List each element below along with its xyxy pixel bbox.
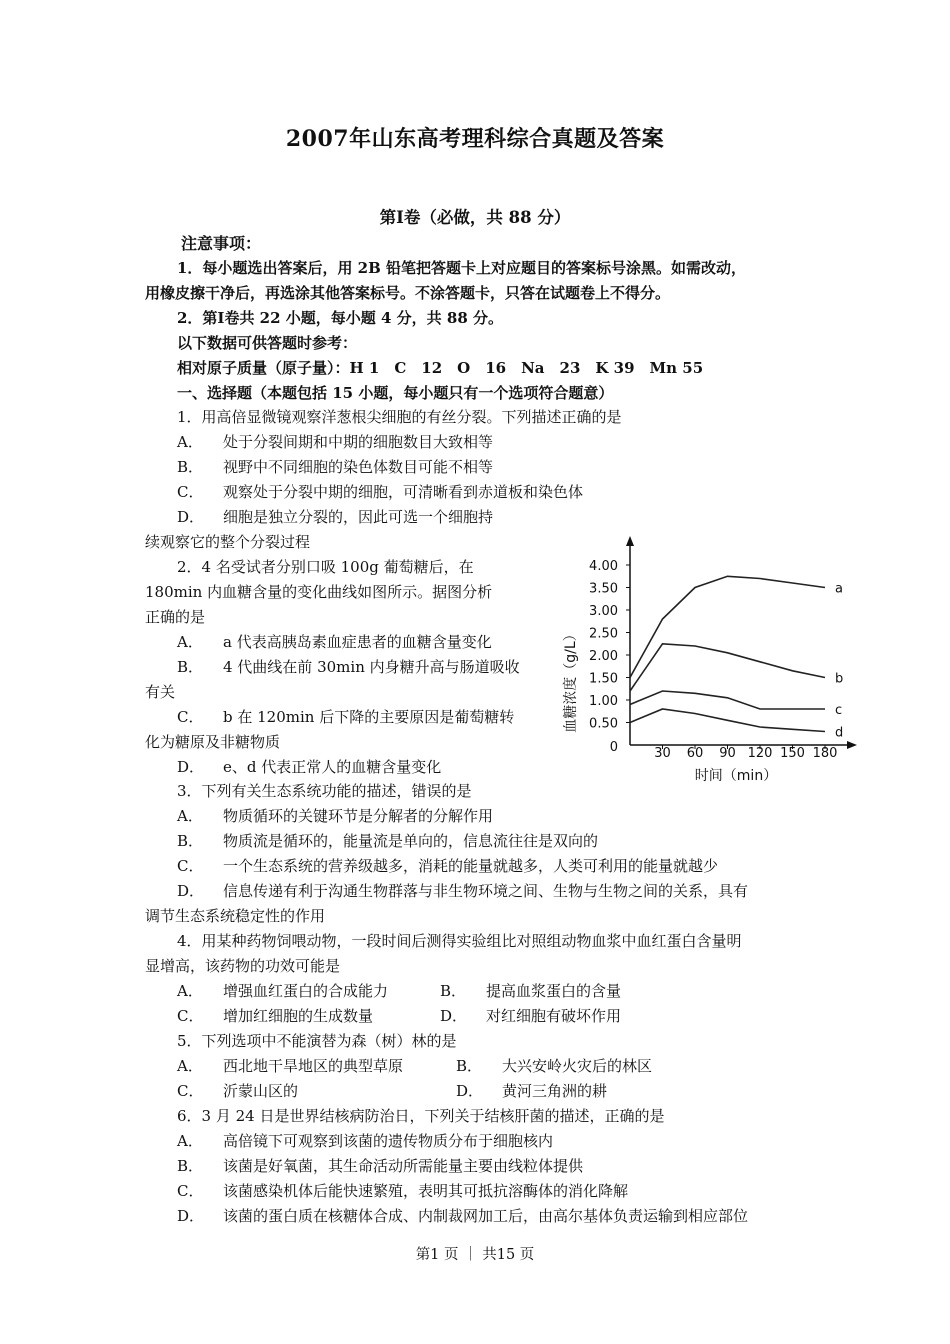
option-label: D． [177, 508, 205, 526]
option-text: 黄河三角洲的耕 [502, 1082, 608, 1100]
q2-stem-3: 正确的是 [145, 608, 206, 626]
q2-option-d [177, 757, 441, 777]
option-label: B． [456, 1057, 483, 1075]
q2-option-c-cont: 化为糖原及非糖物质 [145, 733, 281, 751]
q6-stem: 6．3 月 24 日是世界结核病防治日，下列关于结核肝菌的描述，正确的是 [177, 1107, 665, 1125]
option-label: B． [440, 982, 467, 1000]
y-tick-label: 3.00 [589, 604, 618, 619]
option-text: 物质循环的关键环节是分解者的分解作用 [223, 807, 494, 825]
q1-option-c [177, 482, 583, 502]
option-text: 4 代曲线在前 30min 内身糖升高与肠道吸收 [223, 658, 520, 676]
q3-option-a [177, 806, 493, 826]
q1-option-d-cont: 续观察它的整个分裂过程 [145, 533, 311, 551]
chart-axes [626, 536, 857, 749]
q6-option-a [177, 1131, 553, 1151]
x-axis-label: 时间（min） [694, 768, 778, 784]
q4-stem-1: 4．用某种药物饲喂动物，一段时间后测得实验组比对照组动物血浆中血红蛋白含量明 [177, 932, 742, 950]
option-text: 提高血浆蛋白的含量 [486, 982, 622, 1000]
option-text: 增强血红蛋白的合成能力 [223, 982, 389, 1000]
q2-option-a [177, 632, 492, 652]
x-tick-label: 60 [686, 746, 704, 761]
q3-option-d [177, 881, 748, 901]
q1-option-a [177, 432, 493, 452]
q2-option-b-cont: 有关 [145, 683, 176, 701]
series-line-b [630, 644, 825, 691]
y-tick-label: 1.00 [589, 694, 618, 709]
notice-reference: 以下数据可供答题时参考： [177, 334, 358, 352]
notice-item-1a: 1．每小题选出答案后，用 2B 铅笔把答题卡上对应题目的答案标号涂黑。如需改动， [177, 259, 747, 277]
y-tick-label: 2.50 [589, 626, 618, 642]
option-label: C． [177, 1007, 204, 1025]
option-label: C． [177, 1182, 204, 1200]
q1-stem: 1．用高倍显微镜观察洋葱根尖细胞的有丝分裂。下列描述正确的是 [177, 408, 622, 426]
y-tick-label: 1.50 [589, 671, 618, 687]
q5-option-c [177, 1081, 298, 1101]
option-text: b 在 120min 后下降的主要原因是葡萄糖转 [223, 708, 515, 726]
series-line-c [630, 691, 825, 709]
q5-option-b [456, 1056, 652, 1076]
option-label: C． [177, 483, 204, 501]
q1-option-b [177, 457, 493, 477]
q5-option-a [177, 1056, 403, 1076]
option-text: 该菌的蛋白质在核糖体合成、内制裁网加工后，由高尔基体负责运输到相应部位 [223, 1207, 749, 1225]
option-label: D． [177, 1207, 205, 1225]
origin-label: 0 [609, 740, 618, 755]
q6-option-b [177, 1156, 583, 1176]
q2-option-b [177, 657, 520, 677]
blood-glucose-chart [555, 530, 865, 790]
option-text: 增加红细胞的生成数量 [223, 1007, 374, 1025]
q3-option-d-cont: 调节生态系统稳定性的作用 [145, 907, 326, 925]
option-text: 西北地干旱地区的典型草原 [223, 1057, 404, 1075]
y-tick-label: 4.00 [589, 559, 618, 574]
section-heading-choice: 一、选择题（本题包括 15 小题，每小题只有一个选项符合题意） [177, 384, 614, 402]
chart-ticks [589, 559, 837, 761]
q3-option-c [177, 856, 718, 876]
option-text: 大兴安岭火灾后的林区 [502, 1057, 653, 1075]
notice-atomic-mass: 相对原子质量（原子量）：H 1 C 12 O 16 Na 23 K 39 Mn 55 [177, 359, 704, 377]
x-axis-arrow [847, 741, 857, 749]
option-text: 对红细胞有破坏作用 [486, 1007, 622, 1025]
notice-item-1b: 用橡皮擦干净后，再选涂其他答案标号。不涂答题卡，只答在试题卷上不得分。 [145, 284, 671, 302]
y-tick-label: 3.50 [589, 581, 618, 597]
option-text: 一个生态系统的营养级越多，消耗的能量就越多，人类可利用的能量就越少 [223, 857, 719, 875]
option-label: C． [177, 857, 204, 875]
option-label: C． [177, 708, 204, 726]
option-text: 物质流是循环的，能量流是单向的，信息流往往是双向的 [223, 832, 599, 850]
y-tick-label: 0.50 [589, 716, 618, 732]
series-line-d [630, 709, 825, 732]
chart-series [630, 576, 843, 740]
option-label: D． [177, 758, 205, 776]
notice-heading: 注意事项： [181, 234, 262, 253]
x-tick-label: 120 [747, 746, 773, 761]
series-line-a [630, 576, 825, 677]
x-tick-label: 180 [812, 746, 838, 761]
q6-option-d [177, 1206, 748, 1226]
option-label: D． [440, 1007, 468, 1025]
y-axis-label: 血糖浓度（g/L） [563, 627, 579, 733]
option-label: A． [177, 982, 203, 1000]
option-label: D． [177, 882, 205, 900]
q3-stem: 3．下列有关生态系统功能的描述，错误的是 [177, 782, 472, 800]
page-footer: 第1 页 ｜ 共15 页 [415, 1247, 535, 1263]
series-label-a: a [835, 581, 843, 597]
q5-option-d [456, 1081, 607, 1101]
q3-option-b [177, 831, 598, 851]
option-text: 高倍镜下可观察到该菌的遗传物质分布于细胞核内 [223, 1132, 554, 1150]
option-label: A． [177, 1057, 203, 1075]
q2-option-c [177, 707, 514, 727]
option-text: a 代表高胰岛素血症患者的血糖含量变化 [223, 633, 492, 651]
q2-stem-2: 180min 内血糖含量的变化曲线如图所示。据图分析 [145, 583, 493, 601]
option-label: A． [177, 807, 203, 825]
option-text: 处于分裂间期和中期的细胞数目大致相等 [223, 433, 494, 451]
series-label-d: d [835, 725, 844, 741]
option-label: B． [177, 658, 204, 676]
series-label-b: b [835, 671, 844, 687]
q5-stem: 5．下列选项中不能演替为森（树）林的是 [177, 1032, 457, 1050]
q6-option-c [177, 1181, 628, 1201]
option-label: C． [177, 1082, 204, 1100]
q4-option-b [440, 981, 621, 1001]
option-text: 沂蒙山区的 [223, 1082, 299, 1100]
option-label: B． [177, 1157, 204, 1175]
option-text: 该菌是好氧菌，其生命活动所需能量主要由线粒体提供 [223, 1157, 584, 1175]
notice-item-2: 2．第I卷共 22 小题，每小题 4 分，共 88 分。 [177, 309, 503, 327]
option-text: 细胞是独立分裂的，因此可选一个细胞持 [223, 508, 494, 526]
option-label: A． [177, 633, 203, 651]
option-label: B． [177, 458, 204, 476]
option-label: A． [177, 1132, 203, 1150]
option-text: 信息传递有利于沟通生物群落与非生物环境之间、生物与生物之间的关系，具有 [223, 882, 749, 900]
x-tick-label: 90 [719, 746, 736, 761]
y-tick-label: 2.00 [589, 649, 618, 664]
x-tick-label: 150 [780, 746, 805, 761]
option-text: 该菌感染机体后能快速繁殖，表明其可抵抗溶酶体的消化降解 [223, 1182, 629, 1200]
q4-option-a [177, 981, 388, 1001]
option-text: 视野中不同细胞的染色体数目可能不相等 [223, 458, 494, 476]
q1-option-d [177, 507, 493, 527]
q4-stem-2: 显增高，该药物的功效可能是 [145, 957, 341, 975]
option-label: D． [456, 1082, 484, 1100]
q4-option-d [440, 1006, 621, 1026]
section-title: 第I卷（必做，共 88 分） [379, 208, 571, 227]
option-label: B． [177, 832, 204, 850]
option-text: e、d 代表正常人的血糖含量变化 [223, 758, 442, 776]
document-title: 2007年山东高考理科综合真题及答案 [285, 126, 665, 152]
x-tick-label: 30 [654, 746, 671, 761]
option-label: A． [177, 433, 203, 451]
q2-stem-1: 2．4 名受试者分别口吸 100g 葡萄糖后，在 [177, 558, 474, 576]
y-axis-arrow [626, 536, 634, 546]
option-text: 观察处于分裂中期的细胞，可清晰看到赤道板和染色体 [223, 483, 584, 501]
series-label-c: c [835, 703, 843, 718]
q4-option-c [177, 1006, 373, 1026]
